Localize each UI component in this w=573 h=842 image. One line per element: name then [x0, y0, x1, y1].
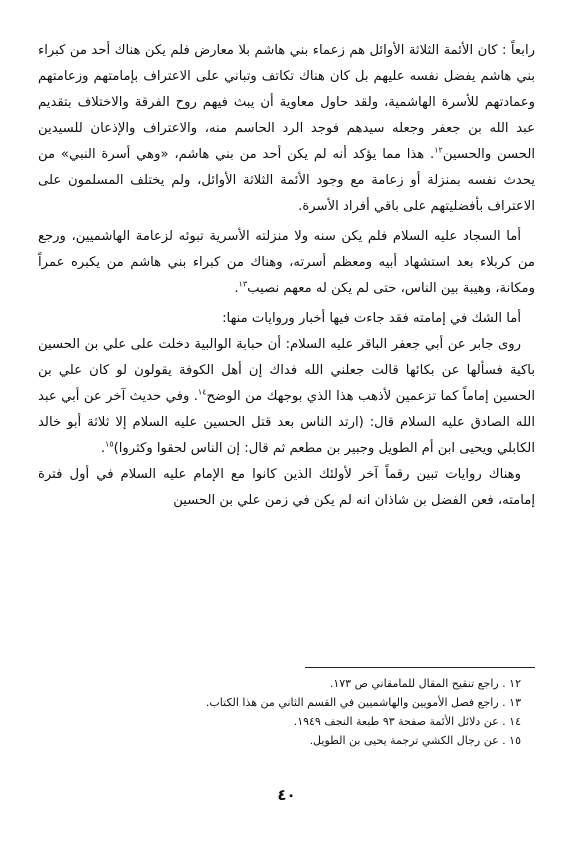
paragraph-2-text: أما السجاد عليه السلام فلم يكن سنه ولا منزلته الأسرية تبوئه لزعامة الهاشميين، ورجع من كربلاء بعد استشهاد أبيه ومعظم أسرته، وهناك من كبراء بني هاشم من يكبره عمراً ومكانة، وهيبة بين الناس، حتى لم يكن له معهم نصيب: [38, 229, 535, 296]
footnote-13: ١٣ . راجع فصل الأمويين والهاشميين في القسم الثاني من هذا الكتاب.: [205, 696, 521, 709]
footnote-ref-12: ١٢: [434, 145, 443, 155]
paragraph-4-text-mid: . وفي حديث آخر عن أبي عبد الله الصادق عليه السلام قال: (ارتد الناس بعد قتل الحسين عليه السلام إلا ثلاثة أبو خالد الكابلي ويحيى ابن أم الطويل وجبير بن مطعم ثم قال: إن الناس لحقوا وكثروا): [38, 389, 535, 456]
footnote-ref-14: ١٤: [197, 387, 207, 397]
footnote-divider: [305, 667, 535, 668]
footnote-ref-13: ١٣: [238, 279, 248, 289]
footnote-12: ١٢ . راجع تنقيح المقال للمامقاني ص ١٧٣.: [329, 677, 521, 690]
paragraph-2: [38, 224, 535, 302]
paragraph-1: [38, 38, 535, 220]
paragraph-5: [38, 462, 535, 514]
paragraph-2-text-end: .: [234, 281, 239, 296]
paragraph-3-text: أما الشك في إمامته فقد جاءت فيها أخبار وروايات منها:: [222, 311, 521, 326]
paragraph-4-text-end: .: [100, 441, 106, 456]
paragraph-5-text: وهناك روايات تبين رقماً آخر لأولئك الذين كانوا مع الإمام عليه السلام في أول فترة إمامته، فعن الفضل بن شاذان انه لم يكن في زمن علي بن الحسين: [38, 467, 535, 508]
page-number: ٤٠: [277, 786, 296, 804]
main-text: [38, 38, 535, 514]
footnote-ref-15: ١٥: [105, 439, 114, 449]
footnote-15: ١٥ . عن رجال الكشي ترجمة يحيى بن الطويل.: [309, 734, 521, 747]
paragraph-1-text: رابعاً : كان الأئمة الثلاثة الأوائل هم زعماء بني هاشم بلا معارض فلم يكن هناك أحد من كبراء بني هاشم يفضل نفسه عليهم بل كان هناك تكاتف وتباني على الاعتراف بإمامتهم وزعامتهم وعمادتهم للأسرة الهاشمية، ولقد حاول معاوية أن يبث فيهم روح الفرقة والاختلاف بتقديم عبد الله بن جعفر وجعله سيدهم فوجد الرد الحاسم منه، والاعتراف والإذعان للسيدين الحسن والحسين: [38, 43, 535, 162]
paragraph-3: [38, 306, 535, 332]
paragraph-1-text-end: . هذا مما يؤكد أنه لم يكن أحد من بني هاشم، «وهي أسرة النبي» من يحدث نفسه بمنزلة أو زعامة مع وجود الأئمة الثلاثة الأوائل، ولم يختلف المسلمون على الاعتراف بأفضليتهم على باقي أفراد الأسرة.: [38, 147, 535, 214]
footnotes: [60, 674, 521, 750]
paragraph-4: [38, 332, 535, 462]
paragraph-4-text: روى جابر عن أبي جعفر الباقر عليه السلام: أن حبابة الوالبية دخلت على علي بن الحسين باكية فسألها عن بكائها قالت جعلني الله فداك إن أهل الكوفة يقولون لو كان علي بن الحسين إماماً كما تزعمين لأذهب هذا الذي بوجهك من الوضح: [38, 337, 535, 404]
footnote-14: ١٤ . عن دلائل الأئمة صفحة ٩٣ طبعة النجف ١٩٤٩.: [293, 715, 521, 728]
